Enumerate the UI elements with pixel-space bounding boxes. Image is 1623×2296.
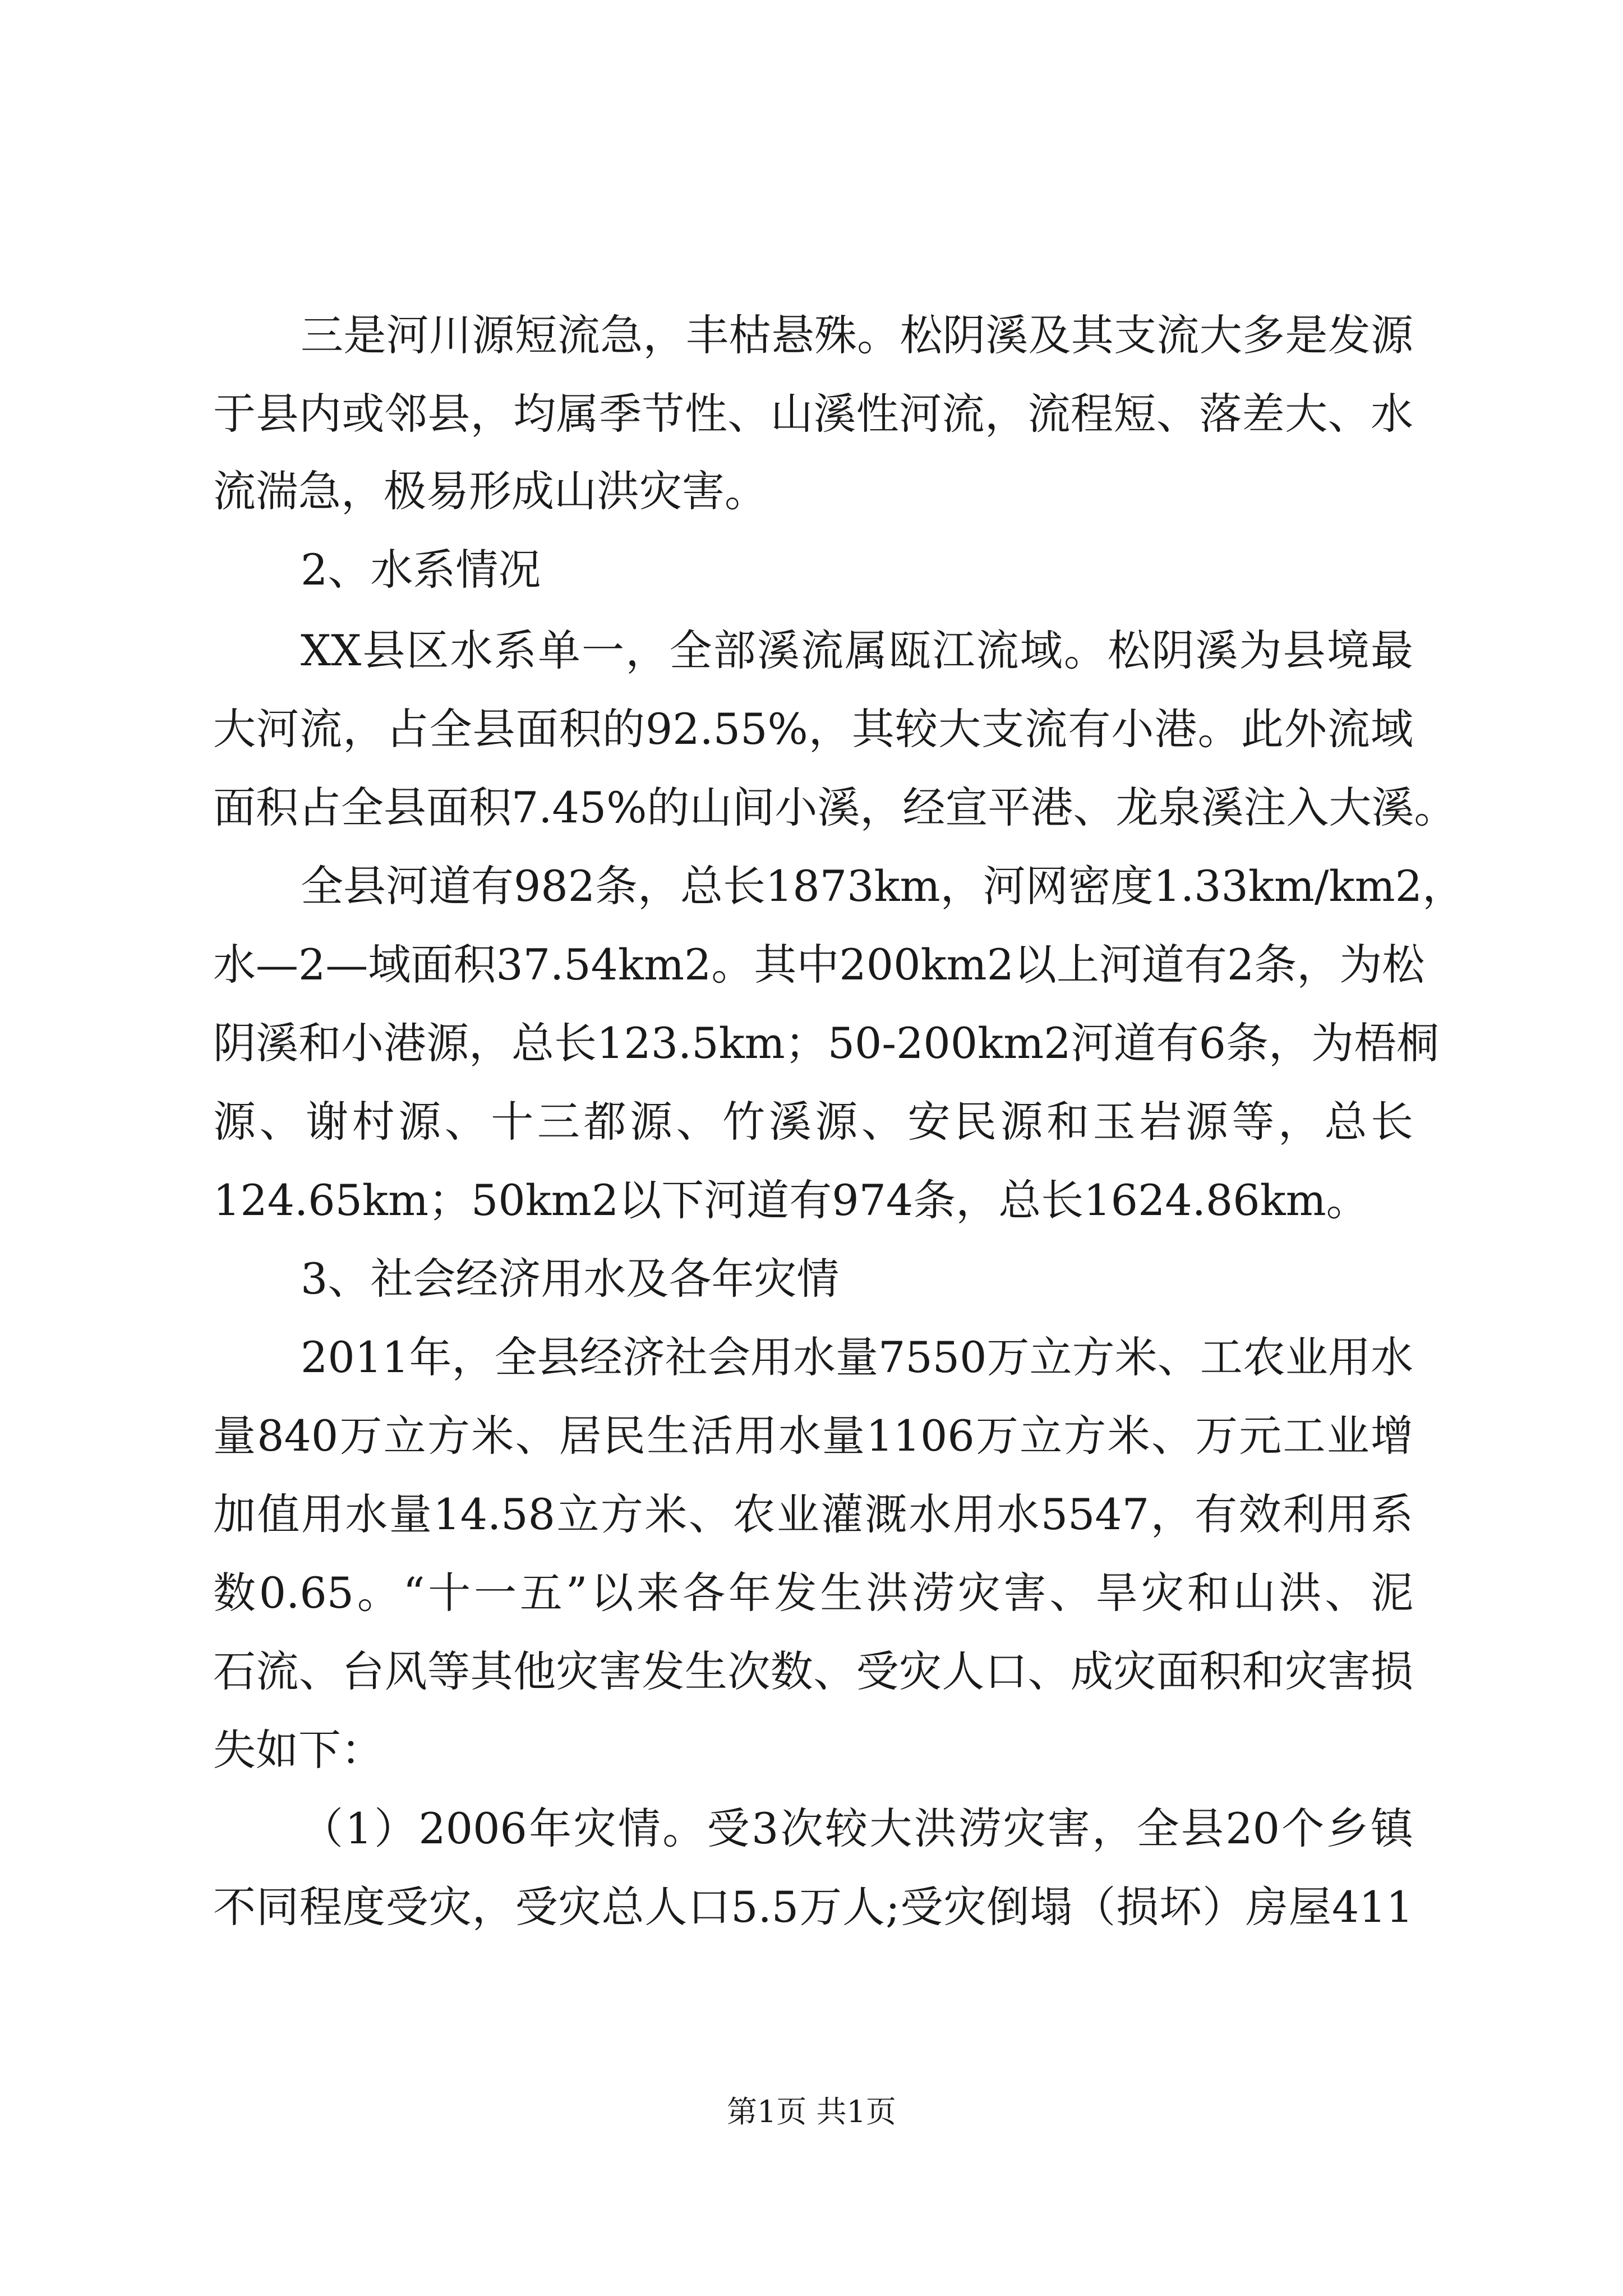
body-text-line: 量840万立方米、居民生活用水量1106万立方米、万元工业增 [213,1411,1413,1461]
body-text-line: 124.65km；50km2以下河道有974条，总长1624.86km。 [213,1175,1369,1225]
body-text-line: 三是河川源短流急，丰枯悬殊。松阴溪及其支流大多是发源 [301,310,1413,360]
section-heading: 2、水系情况 [301,545,541,595]
body-text-line: 不同程度受灾，受灾总人口5.5万人;受灾倒塌（损坏）房屋411 [213,1882,1413,1932]
body-text-line: 数0.65。“十一五”以来各年发生洪涝灾害、旱灾和山洪、泥 [213,1568,1413,1618]
body-text-line: 源、谢村源、十三都源、竹溪源、安民源和玉岩源等，总长 [213,1097,1413,1147]
body-text-line: 加值用水量14.58立方米、农业灌溉水用水5547，有效利用系 [213,1489,1413,1539]
body-text-line: 于县内或邻县，均属季节性、山溪性河流，流程短、落差大、水 [213,389,1413,439]
body-text-line: 大河流，占全县面积的92.55%，其较大支流有小港。此外流域 [213,704,1413,754]
section-heading: 3、社会经济用水及各年灾情 [301,1254,840,1304]
body-text-line: 失如下： [213,1725,384,1775]
body-text-line: 全县河道有982条，总长1873km，河网密度1.33km/km2， [301,861,1465,911]
body-text-line: 水—2—域面积37.54km2。其中200km2以上河道有2条，为松 [213,940,1425,990]
page-number-footer: 第1页 共1页 [727,2094,896,2129]
body-text-line: 面积占全县面积7.45%的山间小溪，经宣平港、龙泉溪注入大溪。 [213,783,1457,832]
body-text-line: （1）2006年灾情。受3次较大洪涝灾害，全县20个乡镇 [301,1803,1413,1853]
body-text-line: 流湍急，极易形成山洪灾害。 [213,466,767,516]
body-text-line: 石流、台风等其他灾害发生次数、受灾人口、成灾面积和灾害损 [213,1646,1413,1696]
body-text-line: 2011年，全县经济社会用水量7550万立方米、工农业用水 [301,1332,1413,1382]
body-text-line: 阴溪和小港源，总长123.5km；50-200km2河道有6条，为梧桐 [213,1018,1439,1068]
body-text-line: XX县区水系单一，全部溪流属瓯江流域。松阴溪为县境最 [301,625,1413,675]
